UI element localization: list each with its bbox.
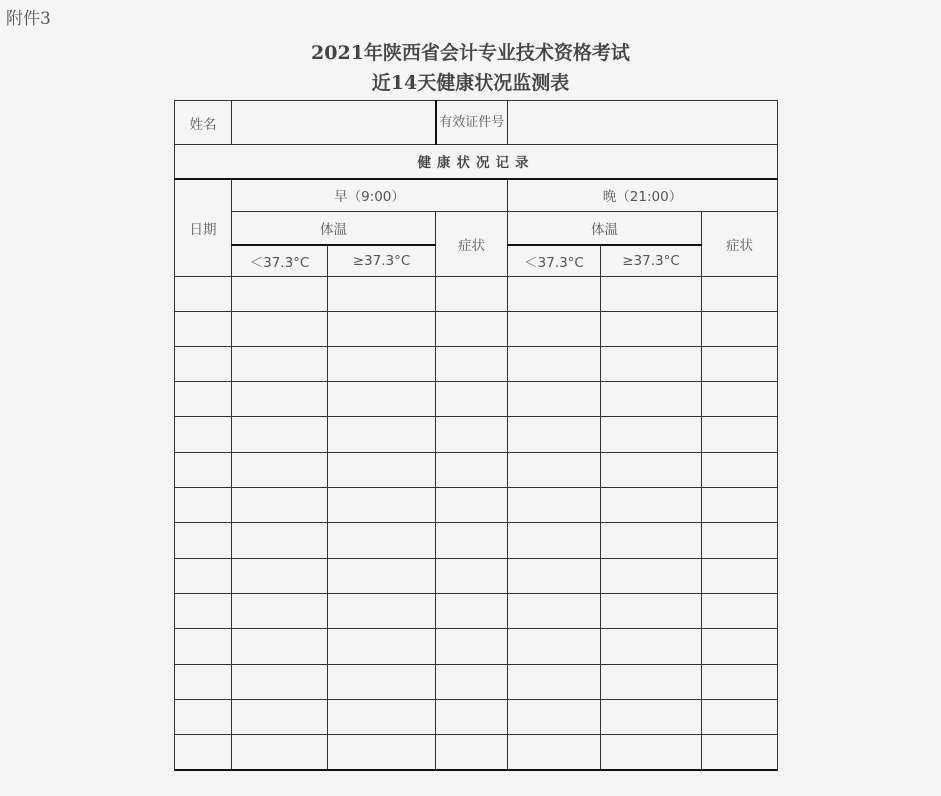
morning-below-cell[interactable] [232,700,328,735]
evening-above-header: ≥37.3°C [601,245,702,277]
evening-below-cell[interactable] [508,594,601,629]
evening-below-cell[interactable] [508,417,601,453]
id-label: 有效证件号 [436,101,508,145]
morning-below-cell[interactable] [232,594,328,629]
evening-symptom-cell[interactable] [702,453,778,488]
morning-above-cell[interactable] [328,277,436,312]
name-label: 姓名 [175,101,232,145]
date-cell[interactable] [175,594,232,629]
evening-below-cell[interactable] [508,453,601,488]
record-row [175,559,778,594]
morning-symptom-cell[interactable] [436,559,508,594]
morning-symptom-cell[interactable] [436,277,508,312]
evening-below-cell[interactable] [508,277,601,312]
date-cell[interactable] [175,453,232,488]
evening-symptom-cell[interactable] [702,523,778,559]
date-cell[interactable] [175,665,232,700]
attachment-label: 附件3 [6,9,51,29]
evening-below-cell[interactable] [508,735,601,770]
morning-above-cell[interactable] [328,417,436,453]
evening-symptom-cell[interactable] [702,277,778,312]
morning-temp-header: 体温 [232,212,436,245]
evening-symptom-cell[interactable] [702,559,778,594]
evening-symptom-cell[interactable] [702,488,778,523]
morning-symptom-cell[interactable] [436,523,508,559]
evening-symptom-cell[interactable] [702,312,778,347]
morning-above-cell[interactable] [328,700,436,735]
record-row [175,523,778,559]
morning-below-cell[interactable] [232,735,328,770]
record-row [175,629,778,665]
evening-above-cell[interactable] [601,453,702,488]
evening-symptom-cell[interactable] [702,382,778,417]
morning-symptom-cell[interactable] [436,312,508,347]
evening-above-cell[interactable] [601,665,702,700]
morning-symptom-header: 症状 [436,212,508,277]
date-cell[interactable] [175,735,232,770]
record-row [175,735,778,770]
date-cell[interactable] [175,559,232,594]
date-cell[interactable] [175,277,232,312]
evening-below-cell[interactable] [508,488,601,523]
morning-symptom-cell[interactable] [436,735,508,770]
morning-header: 早（9:00） [232,179,508,212]
date-cell[interactable] [175,417,232,453]
morning-symptom-cell[interactable] [436,700,508,735]
morning-below-cell[interactable] [232,417,328,453]
evening-symptom-cell[interactable] [702,629,778,665]
evening-above-cell[interactable] [601,347,702,382]
morning-symptom-cell[interactable] [436,488,508,523]
morning-symptom-cell[interactable] [436,347,508,382]
record-row [175,277,778,312]
morning-below-cell[interactable] [232,347,328,382]
morning-above-cell[interactable] [328,665,436,700]
evening-below-cell[interactable] [508,700,601,735]
date-cell[interactable] [175,347,232,382]
morning-below-cell[interactable] [232,312,328,347]
evening-above-cell[interactable] [601,488,702,523]
morning-above-cell[interactable] [328,735,436,770]
morning-below-cell[interactable] [232,382,328,417]
evening-header: 晚（21:00） [508,179,778,212]
evening-above-cell[interactable] [601,700,702,735]
evening-below-cell[interactable] [508,629,601,665]
morning-below-cell[interactable] [232,488,328,523]
morning-symptom-cell[interactable] [436,665,508,700]
morning-above-cell[interactable] [328,382,436,417]
evening-symptom-cell[interactable] [702,700,778,735]
morning-above-cell[interactable] [328,559,436,594]
evening-symptom-cell[interactable] [702,417,778,453]
morning-symptom-cell[interactable] [436,594,508,629]
evening-above-cell[interactable] [601,629,702,665]
record-row [175,417,778,453]
morning-below-cell[interactable] [232,629,328,665]
evening-below-cell[interactable] [508,382,601,417]
morning-below-cell[interactable] [232,665,328,700]
evening-temp-header: 体温 [508,212,702,245]
evening-symptom-cell[interactable] [702,594,778,629]
date-cell[interactable] [175,382,232,417]
health-monitor-table [174,100,778,771]
evening-above-cell[interactable] [601,594,702,629]
morning-below-cell[interactable] [232,277,328,312]
morning-symptom-cell[interactable] [436,453,508,488]
evening-above-cell[interactable] [601,523,702,559]
evening-below-cell[interactable] [508,665,601,700]
evening-below-header: ＜37.3°C [508,245,601,277]
morning-above-cell[interactable] [328,453,436,488]
form-title-line1: 2021年陕西省会计专业技术资格考试 [311,42,630,64]
record-row [175,488,778,523]
morning-above-cell[interactable] [328,312,436,347]
morning-above-header: ≥37.3°C [328,245,436,277]
morning-symptom-cell[interactable] [436,382,508,417]
morning-below-cell[interactable] [232,453,328,488]
date-cell[interactable] [175,488,232,523]
morning-below-cell[interactable] [232,559,328,594]
date-cell[interactable] [175,312,232,347]
id-field[interactable] [508,101,778,145]
evening-symptom-cell[interactable] [702,347,778,382]
evening-above-cell[interactable] [601,312,702,347]
morning-above-cell[interactable] [328,488,436,523]
morning-below-cell[interactable] [232,523,328,559]
evening-above-cell[interactable] [601,559,702,594]
evening-symptom-header: 症状 [702,212,778,277]
record-row [175,347,778,382]
record-row [175,312,778,347]
morning-symptom-cell[interactable] [436,629,508,665]
morning-above-cell[interactable] [328,594,436,629]
evening-above-cell[interactable] [601,417,702,453]
morning-above-cell[interactable] [328,629,436,665]
record-row [175,700,778,735]
morning-above-cell[interactable] [328,523,436,559]
evening-above-cell[interactable] [601,382,702,417]
record-row [175,453,778,488]
morning-below-header: ＜37.3°C [232,245,328,277]
morning-above-cell[interactable] [328,347,436,382]
evening-below-cell[interactable] [508,523,601,559]
date-header: 日期 [175,179,232,277]
evening-below-cell[interactable] [508,559,601,594]
record-row [175,594,778,629]
name-field[interactable] [232,101,436,145]
morning-symptom-cell[interactable] [436,417,508,453]
evening-above-cell[interactable] [601,735,702,770]
record-row [175,665,778,700]
record-row [175,382,778,417]
evening-below-cell[interactable] [508,347,601,382]
date-cell[interactable] [175,629,232,665]
date-cell[interactable] [175,700,232,735]
evening-symptom-cell[interactable] [702,735,778,770]
form-title-line2: 近14天健康状况监测表 [371,72,570,94]
evening-symptom-cell[interactable] [702,665,778,700]
evening-above-cell[interactable] [601,277,702,312]
section-title: 健康状况记录 [175,145,778,179]
date-cell[interactable] [175,523,232,559]
evening-below-cell[interactable] [508,312,601,347]
